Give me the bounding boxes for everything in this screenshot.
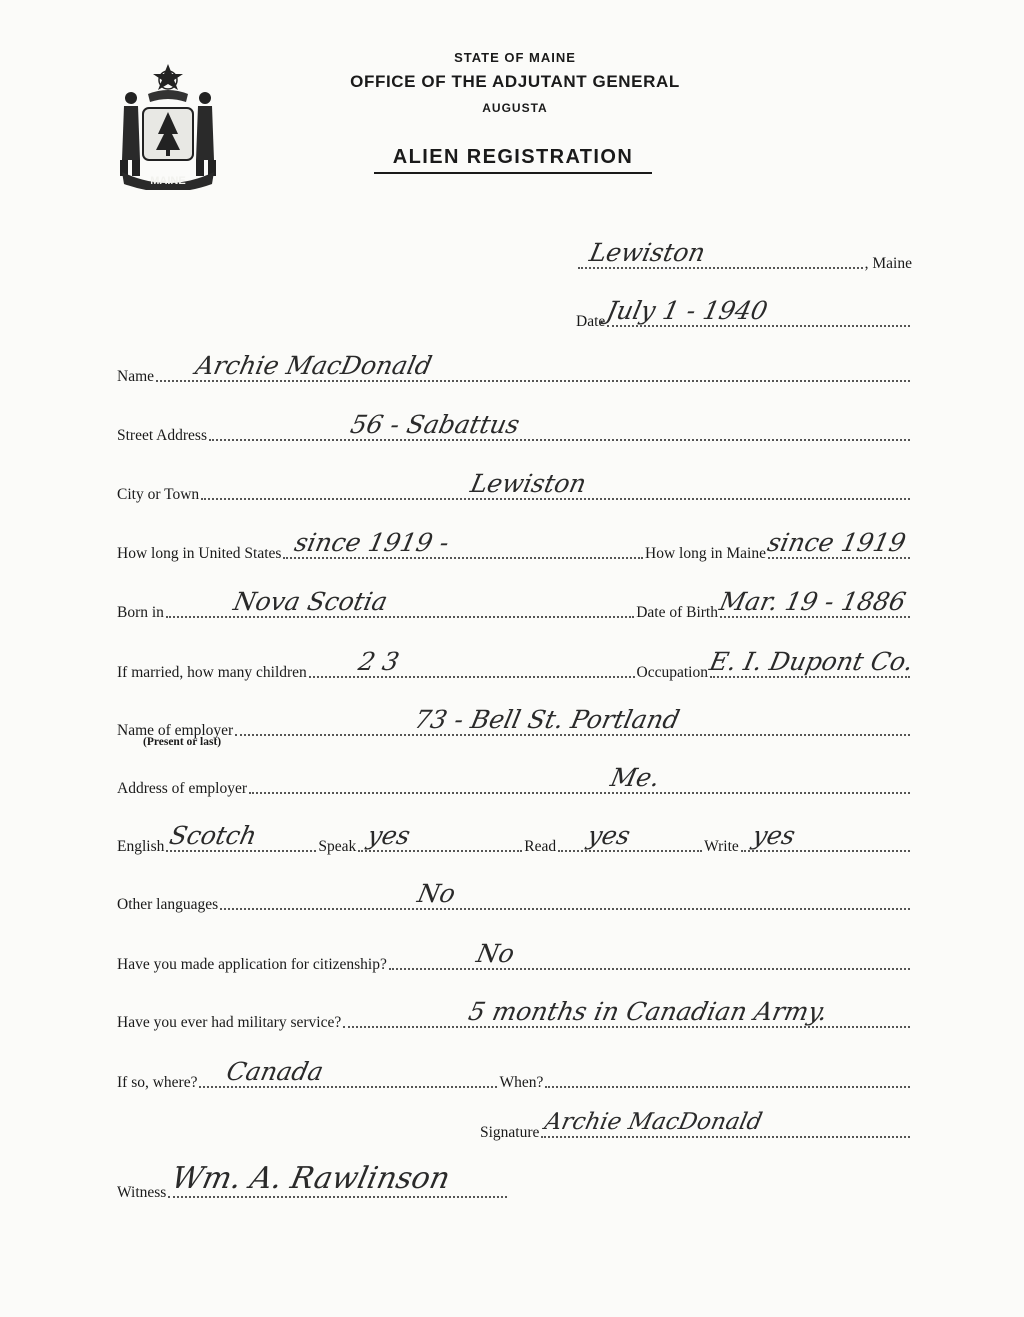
city-value[interactable]: Lewiston (468, 469, 590, 498)
employer-label: Name of employer (117, 722, 234, 739)
english-dots (166, 821, 316, 852)
city-label: City or Town (117, 486, 200, 503)
years-maine-label: How long in Maine (645, 545, 766, 562)
maine-state-seal (108, 60, 228, 190)
employer-address-label: Address of employer (117, 780, 247, 797)
employer-address-row (117, 763, 912, 798)
signature-label: Signature (480, 1124, 540, 1141)
military-value[interactable]: 5 months in Canadian Army. (466, 997, 831, 1026)
born-in-dots (166, 587, 634, 618)
english-label: English (117, 838, 165, 855)
write-label: Write (704, 838, 739, 855)
employer-sublabel: (Present or last) (143, 736, 222, 748)
signature-dots (541, 1109, 910, 1138)
children-dots (309, 647, 635, 678)
date-dots (604, 296, 910, 327)
birth-row (117, 587, 912, 622)
birth-date-value[interactable]: Mar. 19 - 1886 (716, 587, 909, 616)
children-value[interactable]: 2 3 (355, 647, 402, 676)
years-us-value[interactable]: since 1919 - (292, 528, 453, 557)
witness-label: Witness (117, 1184, 167, 1201)
place-suffix: , Maine (864, 255, 912, 272)
years-maine-dots (764, 528, 910, 559)
where-dots (199, 1057, 497, 1088)
employer-dots (235, 705, 910, 736)
citizenship-value[interactable]: No (473, 939, 517, 968)
other-languages-label: Other languages (117, 896, 219, 913)
military-label: Have you ever had military service? (117, 1014, 342, 1031)
where-label: If so, where? (117, 1074, 198, 1091)
signature-row (480, 1109, 912, 1142)
employer-row (117, 705, 912, 740)
signature-value[interactable]: Archie MacDonald (542, 1109, 765, 1135)
header-state: STATE OF MAINE (454, 50, 576, 65)
other-languages-dots (220, 879, 910, 910)
write-dots (741, 821, 910, 852)
military-row (117, 997, 912, 1032)
read-value[interactable]: yes (585, 821, 633, 850)
children-label: If married, how many children (117, 664, 307, 681)
citizenship-row (117, 939, 912, 974)
family-row (117, 647, 916, 682)
english-value[interactable]: Scotch (167, 821, 260, 850)
speak-dots (358, 821, 522, 852)
place-dots (578, 238, 863, 269)
city-row (117, 469, 912, 504)
years-maine-value[interactable]: since 1919 (764, 528, 909, 557)
residence-row (117, 528, 912, 563)
birth-date-label: Date of Birth (636, 604, 718, 621)
street-dots (209, 410, 910, 441)
witness-row (117, 1161, 509, 1202)
citizenship-dots (389, 939, 910, 970)
name-row (117, 351, 912, 386)
other-languages-row (117, 879, 912, 914)
date-row (576, 296, 912, 331)
read-label: Read (524, 838, 557, 855)
street-value[interactable]: 56 - Sabattus (347, 410, 523, 439)
place-row (576, 238, 912, 273)
where-row (117, 1057, 912, 1092)
city-dots (201, 469, 910, 500)
place-value[interactable]: Lewiston (586, 238, 708, 267)
witness-dots (168, 1161, 507, 1198)
when-dots (545, 1086, 910, 1088)
years-us-label: How long in United States (117, 545, 282, 562)
witness-value[interactable]: Wm. A. Rawlinson (168, 1161, 454, 1196)
speak-value[interactable]: yes (365, 821, 414, 850)
occupation-dots (706, 647, 916, 678)
where-value[interactable]: Canada (224, 1057, 327, 1086)
page-title: ALIEN REGISTRATION (374, 146, 652, 174)
when-label: When? (499, 1074, 544, 1091)
date-value[interactable]: July 1 - 1940 (604, 296, 771, 325)
name-dots (156, 351, 910, 382)
military-dots (343, 997, 910, 1028)
years-us-dots (283, 528, 643, 559)
header-city: AUGUSTA (482, 101, 548, 115)
street-row (117, 410, 912, 445)
seal-label: MAINE (150, 175, 186, 187)
employer-value[interactable]: 73 - Bell St. Portland (412, 705, 683, 734)
street-label: Street Address (117, 427, 207, 444)
employer-address-dots (249, 763, 910, 794)
language-row (117, 821, 912, 856)
read-dots (558, 821, 702, 852)
name-value[interactable]: Archie MacDonald (192, 351, 435, 380)
date-label: Date (576, 313, 606, 330)
other-languages-value[interactable]: No (415, 879, 459, 908)
employer-address-value[interactable]: Me. (607, 763, 663, 792)
occupation-value[interactable]: E. I. Dupont Co. (706, 647, 916, 676)
header-office: OFFICE OF THE ADJUTANT GENERAL (350, 72, 680, 91)
write-value[interactable]: yes (749, 821, 798, 850)
citizenship-label: Have you made application for citizenship? (117, 956, 387, 973)
speak-label: Speak (318, 838, 357, 855)
born-in-label: Born in (117, 604, 164, 621)
birth-date-dots (716, 587, 910, 618)
occupation-label: Occupation (636, 664, 708, 681)
name-label: Name (117, 368, 155, 385)
born-in-value[interactable]: Nova Scotia (230, 587, 391, 616)
